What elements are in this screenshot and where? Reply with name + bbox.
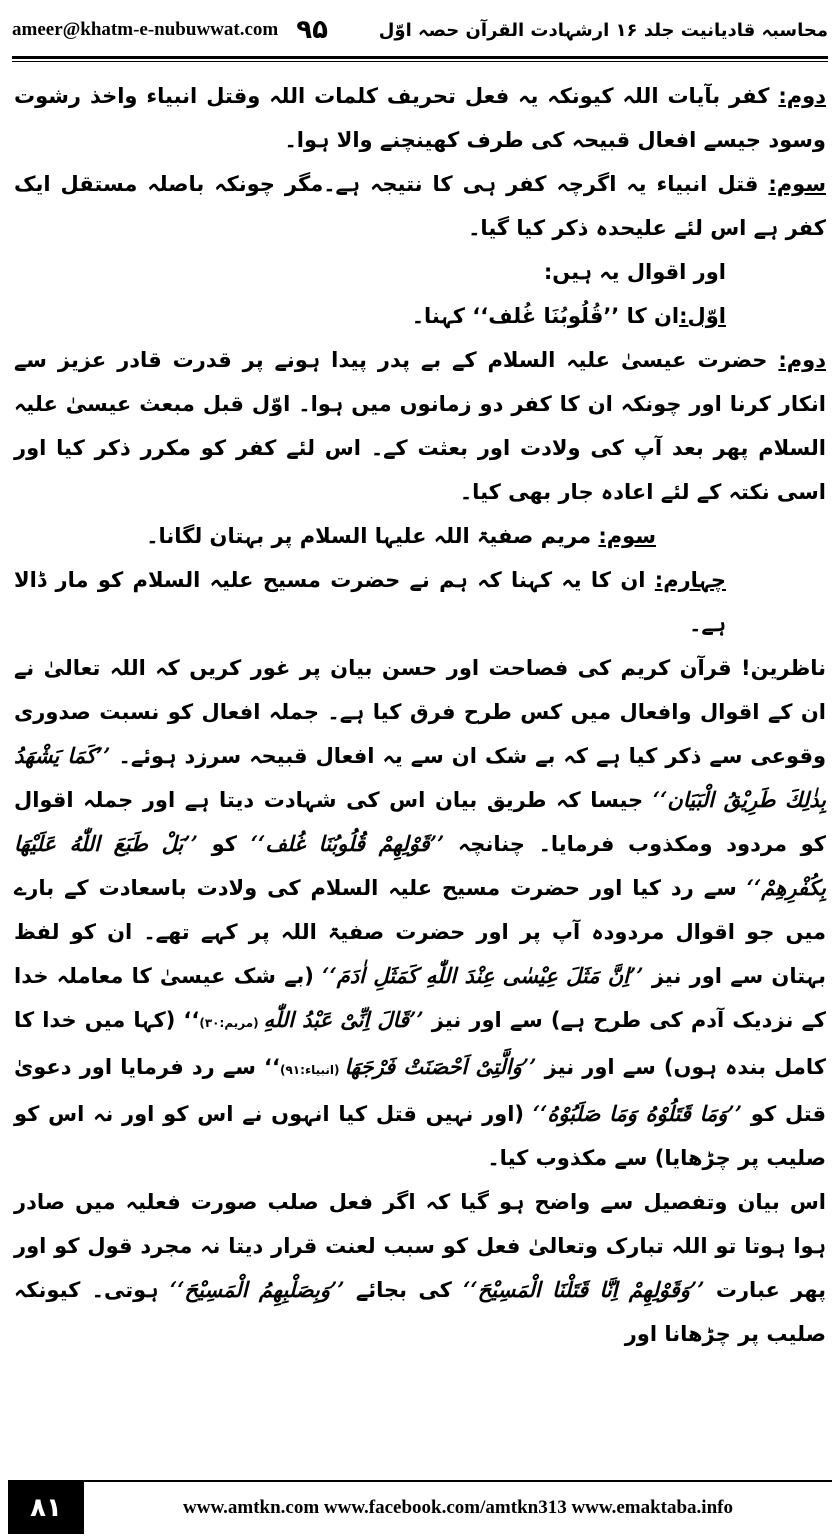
header-email[interactable]: ameer@khatm-e-nubuwwat.com — [12, 19, 279, 40]
quran-quote-1: ’’کَمَا یَشْهَدُ بِذٰلِكَ طَرِیْقُ الْبَیَان‘‘ — [14, 743, 826, 812]
quran-quote-3: ’’بَلْ طَبَعَ اللّٰهُ عَلَیْهَا بِكُفْرِهِمْ‘‘ — [14, 831, 826, 900]
verse-reference-1: (مریم:۳۰) — [199, 1016, 264, 1030]
paragraph-6-text: مریم صفیۃ اللہ علیہا السلام پر بہتان لگانا۔ — [146, 524, 599, 548]
paragraph-5 — [14, 338, 826, 514]
paragraph-3-text: اور اقوال یہ ہیں: — [543, 260, 726, 284]
paragraph-5-text: حضرت عیسیٰ علیہ السلام کے بے پدر پیدا ہونے پر قدرت قادر عزیز سے انکار کرنا اور چونکہ ان کا کفر دو زمانوں میں ہوا۔ اوّل قبل مبعث عیسیٰ علیہ السلام پھر بعد آپ کی ولادت اور بعثت کے۔ اس لئے کفر کو مکرر ذکر کیا اور اسی نکتہ کے لئے اعادہ جار بھی کیا۔ — [14, 348, 826, 504]
footer-links[interactable]: www.amtkn.com www.facebook.com/amtkn313 www.emaktaba.info — [183, 1497, 733, 1518]
paragraph-8-text-f: ‘‘ (کہا میں خدا کا کامل بندہ ہوں) سے اور نیز — [14, 1008, 826, 1079]
paragraph-1-lead: دوم: — [778, 84, 826, 108]
paragraph-2-text: قتل انبیاء یہ اگرچہ کفر ہی کا نتیجہ ہے۔مگر چونکہ باصلہ مستقل ایک کفر ہے اس لئے علیحدہ ذکر کیا گیا۔ — [14, 172, 826, 240]
page-header — [12, 8, 828, 52]
paragraph-8-text-a: ناظرین! قرآن کریم کی فصاحت اور حسن بیان پر غور کریں کہ اللہ تعالیٰ نے ان کے اقوال وافعال میں کس طرح فرق کیا ہے۔ جملہ افعال کو نسبت صدوری وقوعی سے ذکر کیا ہے کہ بے شک ان سے یہ افعال قبیحہ سرزد ہوئے۔ — [14, 656, 826, 768]
quran-quote-6: ’’وَالَّتِیْ اَحْصَنَتْ فَرْجَهَا — [344, 1054, 537, 1079]
quran-quote-7: ’’وَمَا قَتَلُوْهُ وَمَا صَلَبُوْهُ‘‘ — [532, 1101, 743, 1126]
paragraph-2-lead: سوم: — [768, 172, 826, 196]
paragraph-3 — [14, 250, 826, 294]
verse-reference-2: (انبیاء:۹۱) — [280, 1063, 345, 1077]
quran-quote-4: ’’اِنَّ مَثَلَ عِیْسٰی عِنْدَ اللّٰهِ كَمَثَلِ اٰدَمَ‘‘ — [322, 963, 644, 988]
quran-quote-2: ’’قَوْلِهِمْ قُلُوبُنَا غُلف‘‘ — [250, 831, 445, 856]
paragraph-7-text: ان کا یہ کہنا کہ ہم نے حضرت مسیح علیہ السلام کو مار ڈالا ہے۔ — [14, 568, 726, 636]
header-left — [12, 15, 338, 45]
paragraph-1-text: کفر بآیات اللہ کیونکہ یہ فعل تحریف کلمات اللہ وقتل انبیاء واخذ رشوت وسود جیسے افعال قبیحہ کی طرف کھینچنے والا ہوا۔ — [14, 84, 826, 152]
paragraph-6 — [14, 514, 826, 558]
paragraph-1 — [14, 74, 826, 162]
header-page-number: ۹۵ — [296, 15, 328, 45]
paragraph-9-text-c: ہوتی۔ کیونکہ صلیب پر چڑھانا اور — [14, 1278, 826, 1346]
paragraph-8-text-h: (اور نہیں قتل کیا انہوں نے اس کو اور نہ اس کو صلیب پر چڑھایا) سے مکذوب کیا۔ — [14, 1102, 826, 1170]
paragraph-8-text-g: ‘‘ سے رد فرمایا اور دعویٰ قتل کو — [14, 1055, 827, 1126]
paragraph-7 — [14, 558, 826, 646]
page-footer — [8, 1480, 832, 1534]
quran-quote-8: ’’وَقَوْلِهِمْ اِنَّا قَتَلْنَا الْمَسِیْحَ‘‘ — [463, 1277, 705, 1302]
paragraph-4 — [14, 294, 826, 338]
paragraph-8-text-c: کو — [197, 832, 251, 856]
paragraph-7-lead: چہارم: — [654, 568, 726, 592]
header-rule — [12, 56, 828, 59]
footer-book-page-number: ۸۱ — [8, 1482, 84, 1534]
paragraph-8-text-d: سے رد کیا اور حضرت مسیح علیہ السلام کی ولادت باسعادت کے بارے میں جو اقوال مردودہ آپ پر اور حضرت صفیۃ اللہ پر کہے تھے۔ ان کو لفظ بہتان سے اور نیز — [14, 876, 826, 988]
paragraph-6-lead: سوم: — [598, 524, 656, 548]
quran-quote-5: ’’قَالَ اِنِّیْ عَبْدُ اللّٰهِ — [263, 1007, 424, 1032]
paragraph-9 — [14, 1180, 826, 1356]
paragraph-9-text-a: اس بیان وتفصیل سے واضح ہو گیا کہ اگر فعل صلب صورت فعلیہ میں صادر ہوا ہوتا تو اللہ تبارک وتعالیٰ فعل کو سبب لعنت قرار دیتا نہ مجرد قول کو اور پھر عبارت — [14, 1190, 826, 1302]
paragraph-4-text: ان کا ’’قُلُوبُنَا غُلف‘‘ کہنا۔ — [411, 304, 680, 328]
paragraph-2 — [14, 162, 826, 250]
paragraph-4-lead: اوّل: — [679, 304, 726, 328]
paragraph-8-text-b: جیسا کہ طریق بیان اس کی شہادت دیتا ہے اور جملہ اقوال کو مردود ومکذوب فرمایا۔ چنانچہ — [14, 788, 826, 856]
paragraph-8 — [14, 646, 826, 1180]
quran-quote-9: ’’وَبِصَلْبِهِمُ الْمَسِیْحَ‘‘ — [169, 1277, 345, 1302]
header-rule-thin — [12, 61, 828, 62]
paragraph-9-text-b: کی بجائے — [344, 1278, 464, 1302]
paragraph-5-lead: دوم: — [778, 348, 826, 372]
header-series-title: محاسبہ قادیانیت جلد ۱۶ ارشہادت القرآن حصہ اوّل — [378, 19, 828, 41]
page-body — [14, 74, 826, 1470]
paragraph-8-text-e: (بے شک عیسیٰ کا معاملہ خدا کے نزدیک آدم کی طرح ہے) سے اور نیز — [14, 964, 826, 1032]
